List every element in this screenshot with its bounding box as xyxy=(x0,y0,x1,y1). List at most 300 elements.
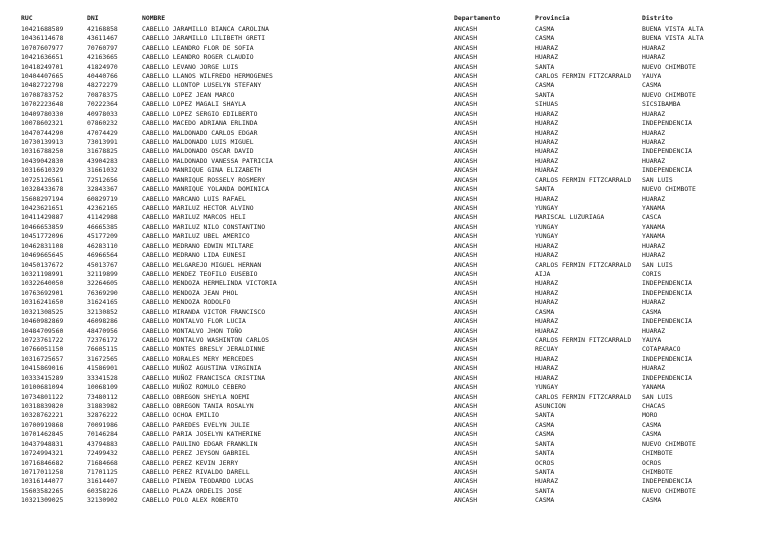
cell-ruc: 10078602321 xyxy=(21,119,64,128)
cell-departamento: ANCASH xyxy=(454,477,478,486)
cell-dni: 42362165 xyxy=(87,203,118,212)
cell-ruc: 10316788250 xyxy=(21,147,64,156)
cell-departamento: ANCASH xyxy=(454,175,478,184)
cell-dni: 32843367 xyxy=(87,185,118,194)
table-row xyxy=(0,270,768,279)
table-row xyxy=(0,411,768,420)
cell-dni: 31883982 xyxy=(87,402,118,410)
cell-dni: 32119899 xyxy=(87,269,118,278)
cell-provincia: YUNGAY xyxy=(535,232,559,241)
cell-nombre: CABELLO MANRIQUE GINA ELIZABETH xyxy=(142,166,262,175)
cell-distrito: INDEPENDENCIA xyxy=(642,317,693,326)
cell-dni: 60829719 xyxy=(87,194,118,203)
cell-ruc: 10318839820 xyxy=(21,402,64,410)
cell-ruc: 10716846682 xyxy=(21,458,64,467)
cell-distrito: BUENA VISTA ALTA xyxy=(642,34,704,43)
cell-departamento: ANCASH xyxy=(454,147,478,156)
cell-ruc: 10482722798 xyxy=(21,81,64,90)
cell-nombre: CABELLO MANRIQUE YOLANDA DOMINICA xyxy=(142,185,269,194)
cell-nombre: CABELLO PAREDES EVELYN JULIE xyxy=(142,420,250,429)
cell-nombre: CABELLO MARILUZ UBEL AMERICO xyxy=(142,232,250,241)
cell-nombre: CABELLO MONTALVO JHON TOÑO xyxy=(142,326,243,335)
header-distrito: Distrito xyxy=(642,14,673,22)
cell-nombre: CABELLO MARILUZ HECTOR ALVINO xyxy=(142,203,254,212)
cell-dni: 31661032 xyxy=(87,166,118,175)
cell-departamento: ANCASH xyxy=(454,298,478,307)
cell-provincia: HUARAZ xyxy=(535,194,559,203)
cell-ruc: 10421636651 xyxy=(21,53,64,62)
cell-dni: 48470956 xyxy=(87,326,118,335)
cell-dni: 32264605 xyxy=(87,279,118,288)
cell-dni: 72512656 xyxy=(87,175,118,184)
table-row xyxy=(0,374,768,383)
cell-provincia: SANTA xyxy=(535,411,555,420)
cell-provincia: SANTA xyxy=(535,449,555,458)
header-ruc: RUC xyxy=(21,14,33,22)
cell-ruc: 10470744290 xyxy=(21,128,64,137)
cell-provincia: CASMA xyxy=(535,81,555,90)
cell-departamento: ANCASH xyxy=(454,279,478,288)
cell-distrito: INDEPENDENCIA xyxy=(642,119,693,128)
cell-dni: 73480112 xyxy=(87,392,118,401)
cell-distrito: HUARAZ xyxy=(642,156,666,165)
cell-distrito: SAN LUIS xyxy=(642,260,673,269)
cell-distrito: MORO xyxy=(642,411,658,420)
table-row xyxy=(0,81,768,90)
table-row xyxy=(0,119,768,128)
cell-distrito: CHIMBOTE xyxy=(642,449,673,458)
cell-distrito: HUARAZ xyxy=(642,298,666,307)
cell-dni: 70146284 xyxy=(87,430,118,439)
cell-nombre: CABELLO JARAMILLO BIANCA CAROLINA xyxy=(142,24,269,33)
cell-nombre: CABELLO LOPEZ JEAN MARCO xyxy=(142,90,235,99)
cell-nombre: CABELLO JARAMILLO LILIBETH GRETI xyxy=(142,34,266,43)
cell-distrito: YANAMA xyxy=(642,232,666,241)
cell-dni: 31672565 xyxy=(87,354,118,363)
cell-ruc: 10322640050 xyxy=(21,279,64,288)
cell-dni: 07860232 xyxy=(87,119,118,128)
cell-provincia: YUNGAY xyxy=(535,222,559,231)
table-row xyxy=(0,110,768,119)
cell-nombre: CABELLO MENDOZA RODOLFO xyxy=(142,298,231,307)
cell-nombre: CABELLO PAULINO EDGAR FRANKLIN xyxy=(142,439,258,448)
cell-ruc: 10451772096 xyxy=(21,232,64,241)
table-row xyxy=(0,440,768,449)
cell-ruc: 10439042830 xyxy=(21,156,64,165)
table-row xyxy=(0,213,768,222)
cell-departamento: ANCASH xyxy=(454,307,478,316)
table-row xyxy=(0,138,768,147)
cell-provincia: HUARAZ xyxy=(535,317,559,326)
table-row xyxy=(0,242,768,251)
cell-provincia: HUARAZ xyxy=(535,147,559,156)
cell-nombre: CABELLO PLAZA ORDELIS JOSE xyxy=(142,486,243,495)
cell-departamento: ANCASH xyxy=(454,213,478,222)
cell-dni: 31678825 xyxy=(87,147,118,156)
table-row xyxy=(0,195,768,204)
table-row xyxy=(0,289,768,298)
cell-dni: 43611467 xyxy=(87,34,118,43)
cell-dni: 48272279 xyxy=(87,81,118,90)
cell-provincia: ASUNCION xyxy=(535,402,566,410)
cell-distrito: BUENA VISTA ALTA xyxy=(642,24,704,33)
cell-ruc: 10702223648 xyxy=(21,100,64,109)
cell-dni: 31614407 xyxy=(87,477,118,486)
cell-provincia: YUNGAY xyxy=(535,383,559,392)
cell-ruc: 10763692901 xyxy=(21,288,64,297)
cell-nombre: CABELLO MACEDO ADRIANA ERLINDA xyxy=(142,119,258,128)
cell-departamento: ANCASH xyxy=(454,439,478,448)
cell-provincia: HUARAZ xyxy=(535,119,559,128)
cell-nombre: CABELLO MALDONADO VANESSA PATRICIA xyxy=(142,156,273,165)
cell-nombre: CABELLO PEREZ JEYSON GABRIEL xyxy=(142,449,250,458)
cell-distrito: YANAMA xyxy=(642,203,666,212)
cell-ruc: 15608297194 xyxy=(21,194,64,203)
cell-distrito: CASMA xyxy=(642,430,662,439)
cell-departamento: ANCASH xyxy=(454,449,478,458)
cell-departamento: ANCASH xyxy=(454,90,478,99)
cell-departamento: ANCASH xyxy=(454,392,478,401)
table-row xyxy=(0,336,768,345)
cell-provincia: YUNGAY xyxy=(535,203,559,212)
cell-dni: 71684668 xyxy=(87,458,118,467)
table-row xyxy=(0,496,768,505)
table-row xyxy=(0,63,768,72)
cell-provincia: HUARAZ xyxy=(535,251,559,260)
cell-provincia: HUARAZ xyxy=(535,53,559,62)
cell-nombre: CABELLO MEDRANO EDWIN MILTARE xyxy=(142,241,254,250)
cell-provincia: CASMA xyxy=(535,430,555,439)
cell-distrito: NUEVO CHIMBOTE xyxy=(642,185,696,194)
cell-departamento: ANCASH xyxy=(454,232,478,241)
cell-distrito: HUARAZ xyxy=(642,128,666,137)
cell-nombre: CABELLO MANRIQUE ROSSELY ROSMERY xyxy=(142,175,266,184)
cell-ruc: 10701462845 xyxy=(21,430,64,439)
table-row xyxy=(0,129,768,138)
cell-ruc: 10700919868 xyxy=(21,420,64,429)
cell-provincia: HUARAZ xyxy=(535,364,559,373)
cell-departamento: ANCASH xyxy=(454,137,478,146)
cell-dni: 45177209 xyxy=(87,232,118,241)
cell-ruc: 10328762221 xyxy=(21,411,64,420)
table-row xyxy=(0,430,768,439)
cell-provincia: CASMA xyxy=(535,307,555,316)
cell-ruc: 10436114678 xyxy=(21,34,64,43)
table-row xyxy=(0,308,768,317)
table-row xyxy=(0,355,768,364)
table-row xyxy=(0,421,768,430)
cell-departamento: ANCASH xyxy=(454,100,478,109)
cell-nombre: CABELLO OBREGON TANIA ROSALYN xyxy=(142,402,254,410)
table-row xyxy=(0,317,768,326)
cell-ruc: 10484709560 xyxy=(21,326,64,335)
cell-provincia: HUARAZ xyxy=(535,43,559,52)
cell-nombre: CABELLO MONTALVO FLOR LUCIA xyxy=(142,317,246,326)
header-dni: DNI xyxy=(87,14,99,22)
cell-dni: 70878375 xyxy=(87,90,118,99)
cell-nombre: CABELLO PEREZ KEVIN JERRY xyxy=(142,458,239,467)
cell-distrito: INDEPENDENCIA xyxy=(642,354,693,363)
cell-dni: 70091986 xyxy=(87,420,118,429)
cell-provincia: HUARAZ xyxy=(535,288,559,297)
cell-provincia: SANTA xyxy=(535,486,555,495)
table-row xyxy=(0,53,768,62)
cell-provincia: HUARAZ xyxy=(535,373,559,382)
cell-dni: 46966564 xyxy=(87,251,118,260)
cell-distrito: YAUYA xyxy=(642,71,662,80)
cell-departamento: ANCASH xyxy=(454,43,478,52)
cell-nombre: CABELLO MEDRANO LIDA EUNESI xyxy=(142,251,246,260)
cell-dni: 43904283 xyxy=(87,156,118,165)
cell-departamento: ANCASH xyxy=(454,119,478,128)
cell-dni: 45013767 xyxy=(87,260,118,269)
cell-departamento: ANCASH xyxy=(454,430,478,439)
table-row xyxy=(0,459,768,468)
cell-distrito: INDEPENDENCIA xyxy=(642,288,693,297)
cell-ruc: 10316725657 xyxy=(21,354,64,363)
cell-nombre: CABELLO POLO ALEX ROBERTO xyxy=(142,496,239,505)
table-row xyxy=(0,345,768,354)
cell-provincia: CASMA xyxy=(535,420,555,429)
cell-nombre: CABELLO OCHOA EMILIO xyxy=(142,411,219,420)
table-row xyxy=(0,34,768,43)
cell-provincia: SIHUAS xyxy=(535,100,559,109)
cell-departamento: ANCASH xyxy=(454,383,478,392)
table-row xyxy=(0,449,768,458)
cell-ruc: 10321309025 xyxy=(21,496,64,505)
cell-distrito: YAUYA xyxy=(642,335,662,344)
table-row xyxy=(0,298,768,307)
cell-distrito: INDEPENDENCIA xyxy=(642,477,693,486)
cell-provincia: HUARAZ xyxy=(535,109,559,118)
cell-distrito: HUARAZ xyxy=(642,364,666,373)
cell-dni: 43794883 xyxy=(87,439,118,448)
cell-nombre: CABELLO PEREZ RIVALDO DARELL xyxy=(142,468,250,476)
cell-nombre: CABELLO MENDOZA JEAN PHOL xyxy=(142,288,239,297)
cell-provincia: HUARAZ xyxy=(535,156,559,165)
cell-dni: 32130902 xyxy=(87,496,118,505)
cell-distrito: HUARAZ xyxy=(642,251,666,260)
cell-nombre: CABELLO MENDOZA HERMELINDA VICTORIA xyxy=(142,279,277,288)
cell-provincia: CARLOS FERMIN FITZCARRALD xyxy=(535,335,632,344)
cell-departamento: ANCASH xyxy=(454,269,478,278)
cell-departamento: ANCASH xyxy=(454,411,478,420)
cell-dni: 47074429 xyxy=(87,128,118,137)
cell-departamento: ANCASH xyxy=(454,288,478,297)
cell-ruc: 10466653859 xyxy=(21,222,64,231)
cell-distrito: INDEPENDENCIA xyxy=(642,147,693,156)
cell-distrito: HUARAZ xyxy=(642,43,666,52)
cell-distrito: SAN LUIS xyxy=(642,175,673,184)
cell-dni: 41586901 xyxy=(87,364,118,373)
cell-distrito: YANAMA xyxy=(642,383,666,392)
table-row xyxy=(0,147,768,156)
cell-distrito: SICSIBAMBA xyxy=(642,100,681,109)
cell-departamento: ANCASH xyxy=(454,326,478,335)
cell-ruc: 10411429887 xyxy=(21,213,64,222)
cell-nombre: CABELLO MALDONADO OSCAR DAVID xyxy=(142,147,254,156)
cell-provincia: SANTA xyxy=(535,468,555,476)
cell-ruc: 10460982869 xyxy=(21,317,64,326)
cell-departamento: ANCASH xyxy=(454,194,478,203)
table-row xyxy=(0,383,768,392)
cell-distrito: HUARAZ xyxy=(642,194,666,203)
cell-ruc: 10316610329 xyxy=(21,166,64,175)
cell-nombre: CABELLO LOPEZ MAGALI SHAYLA xyxy=(142,100,246,109)
cell-nombre: CABELLO LEANDRO FLOR DE SOFIA xyxy=(142,43,254,52)
table-row xyxy=(0,25,768,34)
cell-provincia: HUARAZ xyxy=(535,241,559,250)
cell-ruc: 10333415289 xyxy=(21,373,64,382)
cell-provincia: CARLOS FERMIN FITZCARRALD xyxy=(535,392,632,401)
cell-provincia: SANTA xyxy=(535,62,555,71)
cell-ruc: 10437948831 xyxy=(21,439,64,448)
cell-departamento: ANCASH xyxy=(454,241,478,250)
cell-nombre: CABELLO MALDONADO LUIS MIGUEL xyxy=(142,137,254,146)
table-row xyxy=(0,157,768,166)
cell-departamento: ANCASH xyxy=(454,71,478,80)
cell-ruc: 10708783752 xyxy=(21,90,64,99)
cell-departamento: ANCASH xyxy=(454,420,478,429)
table-row xyxy=(0,176,768,185)
table-row xyxy=(0,100,768,109)
cell-provincia: CARLOS FERMIN FITZCARRALD xyxy=(535,71,632,80)
cell-ruc: 10723761722 xyxy=(21,335,64,344)
cell-nombre: CABELLO OBREGON SHEYLA NOEMI xyxy=(142,392,250,401)
cell-ruc: 10418249701 xyxy=(21,62,64,71)
cell-distrito: YANAMA xyxy=(642,222,666,231)
cell-nombre: CABELLO PINEDA TEODARDO LUCAS xyxy=(142,477,254,486)
cell-dni: 72499432 xyxy=(87,449,118,458)
cell-ruc: 10450137672 xyxy=(21,260,64,269)
cell-dni: 40440766 xyxy=(87,71,118,80)
cell-provincia: CARLOS FERMIN FITZCARRALD xyxy=(535,175,632,184)
cell-departamento: ANCASH xyxy=(454,62,478,71)
cell-departamento: ANCASH xyxy=(454,468,478,476)
cell-nombre: CABELLO MARILUZ MARCOS HELI xyxy=(142,213,246,222)
cell-ruc: 10717011258 xyxy=(21,468,64,476)
cell-ruc: 10462831108 xyxy=(21,241,64,250)
cell-nombre: CABELLO MUÑOZ ROMULO CEBERO xyxy=(142,383,246,392)
cell-distrito: INDEPENDENCIA xyxy=(642,279,693,288)
cell-departamento: ANCASH xyxy=(454,496,478,505)
cell-ruc: 10328433678 xyxy=(21,185,64,194)
cell-departamento: ANCASH xyxy=(454,251,478,260)
table-row xyxy=(0,185,768,194)
cell-nombre: CABELLO LLANOS WILFREDO HERMOGENES xyxy=(142,71,273,80)
cell-provincia: HUARAZ xyxy=(535,326,559,335)
cell-ruc: 10423621651 xyxy=(21,203,64,212)
cell-provincia: SANTA xyxy=(535,185,555,194)
table-row xyxy=(0,261,768,270)
cell-nombre: CABELLO MELGAREJO MIGUEL HERNAN xyxy=(142,260,262,269)
cell-provincia: SANTA xyxy=(535,439,555,448)
header-provincia: Provincia xyxy=(535,14,570,22)
cell-provincia: HUARAZ xyxy=(535,279,559,288)
cell-provincia: CASMA xyxy=(535,24,555,33)
cell-nombre: CABELLO LLONTOP LUSELYN STEFANY xyxy=(142,81,262,90)
cell-departamento: ANCASH xyxy=(454,354,478,363)
cell-dni: 60358226 xyxy=(87,486,118,495)
cell-departamento: ANCASH xyxy=(454,317,478,326)
table-row xyxy=(0,402,768,411)
cell-dni: 76369290 xyxy=(87,288,118,297)
cell-ruc: 15603582265 xyxy=(21,486,64,495)
table-row xyxy=(0,166,768,175)
cell-dni: 42163665 xyxy=(87,53,118,62)
cell-ruc: 10321308525 xyxy=(21,307,64,316)
cell-ruc: 10404407665 xyxy=(21,71,64,80)
cell-departamento: ANCASH xyxy=(454,203,478,212)
cell-provincia: OCROS xyxy=(535,458,555,467)
cell-distrito: CHACAS xyxy=(642,402,666,410)
table-row xyxy=(0,487,768,496)
cell-distrito: CASCA xyxy=(642,213,662,222)
cell-dni: 42168858 xyxy=(87,24,118,33)
table-row xyxy=(0,204,768,213)
table-row xyxy=(0,364,768,373)
cell-departamento: ANCASH xyxy=(454,156,478,165)
header-nombre: NOMBRE xyxy=(142,14,166,22)
cell-distrito: CASMA xyxy=(642,307,662,316)
cell-ruc: 10100681094 xyxy=(21,383,64,392)
cell-distrito: CORIS xyxy=(642,269,662,278)
cell-nombre: CABELLO MUÑOZ FRANCISCA CRISTINA xyxy=(142,373,266,382)
cell-ruc: 10725126561 xyxy=(21,175,64,184)
cell-nombre: CABELLO LEANDRO ROGER CLAUDIO xyxy=(142,53,254,62)
table-row xyxy=(0,72,768,81)
cell-ruc: 10734801122 xyxy=(21,392,64,401)
cell-ruc: 10707607977 xyxy=(21,43,64,52)
table-row xyxy=(0,91,768,100)
cell-dni: 72376172 xyxy=(87,335,118,344)
cell-distrito: CASMA xyxy=(642,496,662,505)
cell-nombre: CABELLO MONTALVO WASHINTON CARLOS xyxy=(142,335,269,344)
cell-ruc: 10766051150 xyxy=(21,345,64,354)
cell-ruc: 10469665645 xyxy=(21,251,64,260)
cell-provincia: CASMA xyxy=(535,496,555,505)
cell-departamento: ANCASH xyxy=(454,24,478,33)
cell-nombre: CABELLO MARCANO LUIS RAFAEL xyxy=(142,194,246,203)
cell-provincia: SANTA xyxy=(535,90,555,99)
table-row xyxy=(0,279,768,288)
table-row xyxy=(0,44,768,53)
cell-dni: 46283110 xyxy=(87,241,118,250)
cell-departamento: ANCASH xyxy=(454,458,478,467)
cell-departamento: ANCASH xyxy=(454,260,478,269)
cell-nombre: CABELLO LOPEZ SERGIO EDILBERTO xyxy=(142,109,258,118)
cell-distrito: HUARAZ xyxy=(642,53,666,62)
cell-ruc: 10415869016 xyxy=(21,364,64,373)
table-header-row xyxy=(0,14,768,23)
cell-departamento: ANCASH xyxy=(454,335,478,344)
cell-distrito: HUARAZ xyxy=(642,137,666,146)
cell-provincia: MARISCAL LUZURIAGA xyxy=(535,213,605,222)
cell-provincia: CARLOS FERMIN FITZCARRALD xyxy=(535,260,632,269)
table-row xyxy=(0,327,768,336)
cell-departamento: ANCASH xyxy=(454,109,478,118)
cell-dni: 70222364 xyxy=(87,100,118,109)
cell-distrito: NUEVO CHIMBOTE xyxy=(642,90,696,99)
cell-departamento: ANCASH xyxy=(454,345,478,354)
cell-nombre: CABELLO MORALES MERY MERCEDES xyxy=(142,354,254,363)
cell-departamento: ANCASH xyxy=(454,81,478,90)
cell-dni: 32130852 xyxy=(87,307,118,316)
cell-dni: 33341528 xyxy=(87,373,118,382)
cell-dni: 70760797 xyxy=(87,43,118,52)
cell-dni: 73013991 xyxy=(87,137,118,146)
cell-distrito: CASMA xyxy=(642,420,662,429)
